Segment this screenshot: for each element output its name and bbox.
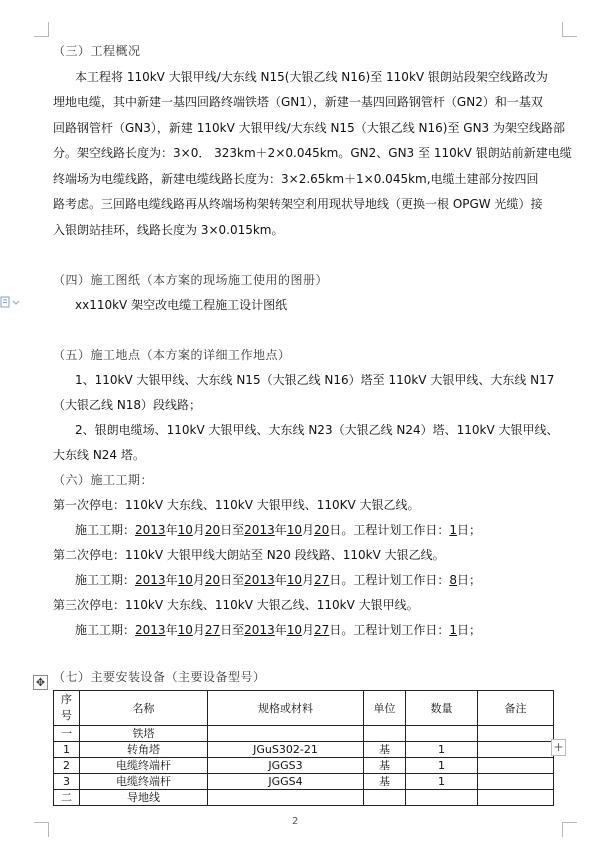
column-header: 序 号 [54,691,80,726]
table-row [54,774,554,790]
section3-line: 入银朗站挂环，线路长度为 3×0.015km。 [53,223,284,237]
month-label: 月 [192,573,205,587]
schedule-day-end: 20 [314,523,330,537]
section5-heading: （五）施工地点（本方案的详细工作地点） [53,348,291,362]
schedule-prefix: 施工工期： [75,623,136,637]
section6-heading: （六）施工工期： [53,473,154,487]
section3-line: 路考虑。三回路电缆线路再从终端场构架转架空利用现状导地线（更换一根 OPGW 光缆）接 [53,197,543,211]
outage-schedule [75,572,481,588]
section7-heading: （七）主要安装设备（主要设备型号） [53,670,266,684]
year-label: 年 [274,523,287,537]
margin-corner-top-left [34,22,49,37]
plan-label: 日。工程计划工作日： [329,623,450,637]
section4-heading: （四）施工图纸（本方案的现场施工使用的图册） [53,273,329,287]
schedule-month-end: 10 [286,523,303,537]
table-cell: 一 [54,726,80,742]
schedule-month-end: 10 [286,623,303,637]
table-cell: 基 [364,774,406,790]
outage-title: 第三次停电：110kV 大东线、110kV 大银乙线、110kV 大银甲线。 [53,598,419,612]
table-cell [406,790,478,806]
table-row [54,726,554,742]
table-cell [208,790,364,806]
schedule-day-start: 20 [204,523,221,537]
schedule-year-start: 2013 [135,573,166,587]
outage-schedule [75,522,481,538]
schedule-year-start: 2013 [135,523,166,537]
page-number: 2 [292,816,299,827]
schedule-year-end: 2013 [244,523,275,537]
table-header-row [54,691,554,726]
schedule-month-start: 10 [177,523,193,537]
schedule-month-end: 10 [286,573,303,587]
column-header: 备注 [478,691,554,726]
schedule-workdays: 8 [449,573,457,587]
year-label: 年 [274,623,287,637]
table-cell: 导地线 [80,790,208,806]
column-header: 名称 [80,691,208,726]
table-cell: 铁塔 [80,726,208,742]
section3-heading: （三）工程概况 [53,44,141,58]
table-cell: 1 [406,774,478,790]
schedule-workdays: 1 [449,623,457,637]
table-cell [478,726,554,742]
table-cell [478,774,554,790]
year-label: 年 [165,573,178,587]
section5-line: 大东线 N24 塔。 [53,448,145,462]
table-cell: 1 [406,758,478,774]
column-header: 单位 [364,691,406,726]
table-cell: 2 [54,758,80,774]
schedule-day-start: 27 [204,623,221,637]
table-add-row-plus-icon[interactable]: + [551,739,566,756]
table-cell: 基 [364,758,406,774]
table-cell: 1 [54,742,80,758]
month-label: 月 [302,573,315,587]
table-cell: 电缆终端杆 [80,774,208,790]
schedule-month-start: 10 [177,623,193,637]
outage-title: 第一次停电：110kV 大东线、110kV 大银甲线、110KV 大银乙线。 [53,498,420,512]
day-to-label: 日至 [220,573,245,587]
table-row [54,758,554,774]
table-cell: 电缆终端杆 [80,758,208,774]
table-cell [478,758,554,774]
schedule-year-start: 2013 [135,623,166,637]
outage-title: 第二次停电：110kV 大银甲线大朗站至 N20 段线路、110kV 大银乙线。 [53,548,445,562]
table-move-handle-icon[interactable]: ✥ [33,675,48,690]
section5-line: 1、110kV 大银甲线、大东线 N15（大银乙线 N16）塔至 110kV 大银甲线、大东线 N17 [75,373,555,387]
plan-label: 日。工程计划工作日： [329,573,450,587]
section3-line: 本工程将 110kV 大银甲线/大东线 N15(大银乙线 N16)至 110kV 银朗站段架空线路改为 [75,70,548,84]
schedule-day-end: 27 [314,573,330,587]
schedule-year-end: 2013 [244,573,275,587]
schedule-day-end: 27 [314,623,330,637]
month-label: 月 [192,623,205,637]
table-cell: 1 [406,742,478,758]
year-label: 年 [165,523,178,537]
margin-corner-bottom-left [34,822,49,837]
end-label: 日； [456,623,481,637]
table-cell [364,790,406,806]
schedule-prefix: 施工工期： [75,523,136,537]
margin-corner-top-right [562,22,577,37]
table-cell [478,742,554,758]
table-cell [478,790,554,806]
section4-item: xx110kV 架空改电缆工程施工设计图纸 [75,298,288,312]
month-label: 月 [302,523,315,537]
section5-line: 2、银朗电缆场、110kV 大银甲线、大东线 N23（大银乙线 N24）塔、110kV 大银甲线、 [75,423,559,437]
section3-line: 终端场为电缆线路，新建电缆线路长度为：3×2.65km＋1×0.045km,电缆土建部分按四回 [53,172,539,186]
margin-corner-bottom-right [562,822,577,837]
table-cell: JGGS3 [208,758,364,774]
plan-label: 日。工程计划工作日： [329,523,450,537]
table-row [54,790,554,806]
section3-line: 分。架空线路长度为：3×0． 323km＋2×0.045km。GN2、GN3 至 110kV 银朗站前新建电缆 [53,146,572,160]
day-to-label: 日至 [220,623,245,637]
year-label: 年 [165,623,178,637]
month-label: 月 [302,623,315,637]
equipment-table [53,690,554,806]
table-row [54,742,554,758]
schedule-workdays: 1 [449,523,457,537]
day-to-label: 日至 [220,523,245,537]
table-cell: 转角塔 [80,742,208,758]
end-label: 日； [456,573,481,587]
column-header: 规格或材料 [208,691,364,726]
section3-line: 埋地电缆，其中新建一基四回路终端铁塔（GN1），新建一基四回路钢管杆（GN2）和一基双 [53,95,543,109]
section5-line: （大银乙线 N18）段线路； [53,398,202,412]
end-label: 日； [456,523,481,537]
month-label: 月 [192,523,205,537]
schedule-day-start: 20 [204,573,221,587]
schedule-month-start: 10 [177,573,193,587]
table-cell: 基 [364,742,406,758]
table-cell [406,726,478,742]
column-header: 数量 [406,691,478,726]
table-cell: JGGS4 [208,774,364,790]
year-label: 年 [274,573,287,587]
section3-line: 回路钢管杆（GN3），新建 110kV 大银甲线/大东线 N15（大银乙线 N16)至 GN3 为架空线路部 [53,121,565,135]
table-cell: JGuS302-21 [208,742,364,758]
schedule-prefix: 施工工期： [75,573,136,587]
table-cell: 3 [54,774,80,790]
schedule-year-end: 2013 [244,623,275,637]
table-cell [208,726,364,742]
page-nav-icon[interactable] [0,296,22,310]
outage-schedule [75,622,481,638]
table-cell [364,726,406,742]
table-cell: 二 [54,790,80,806]
